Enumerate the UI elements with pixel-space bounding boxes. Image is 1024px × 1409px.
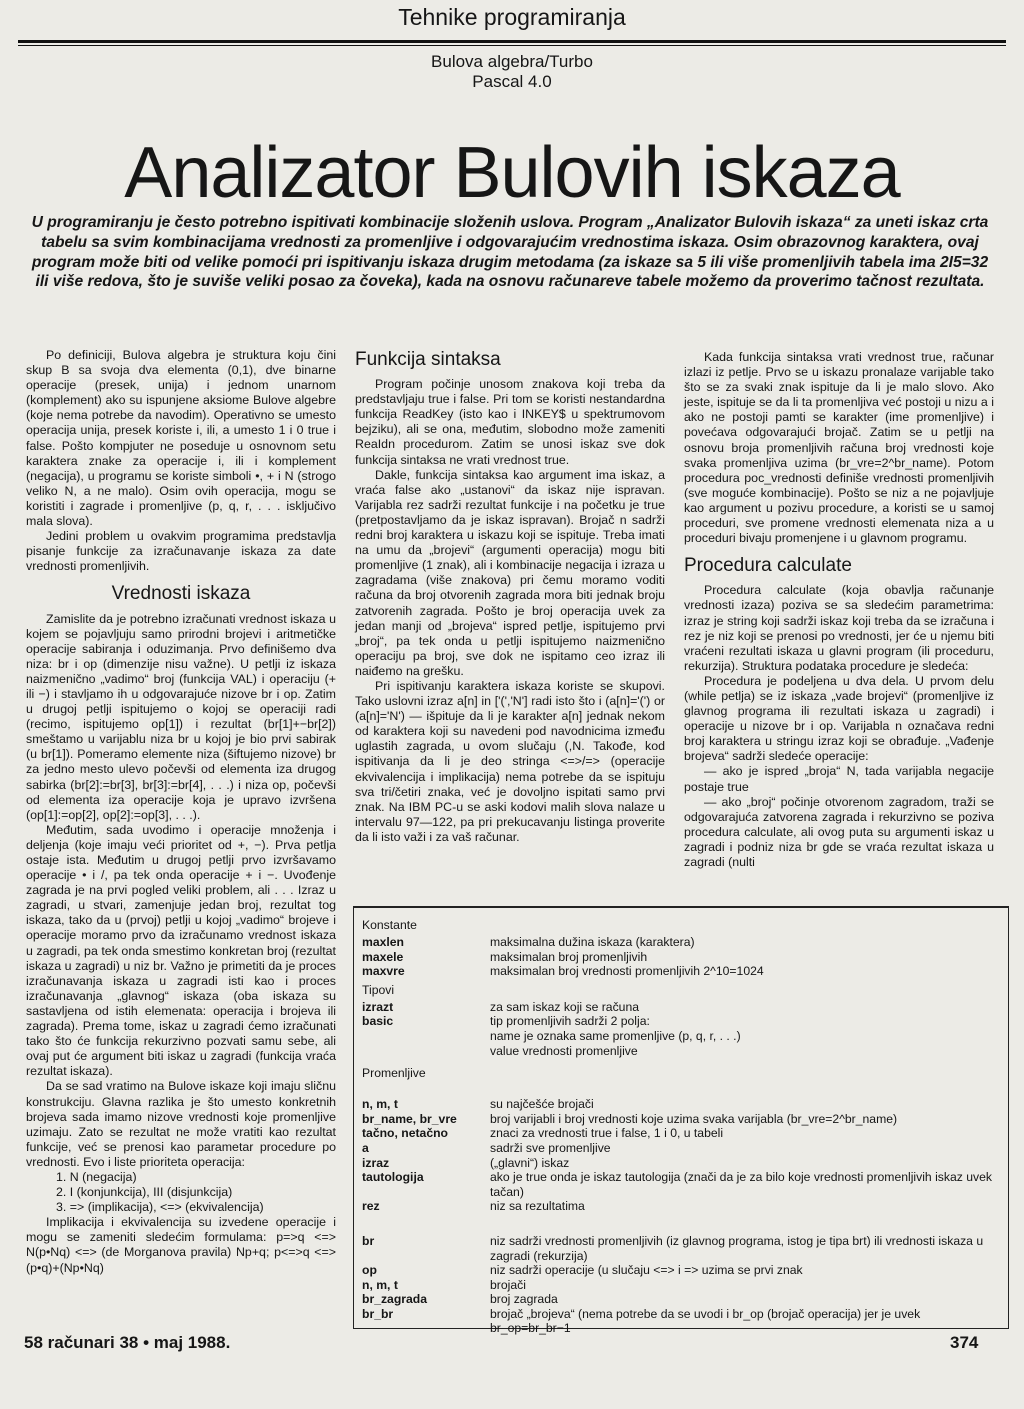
paragraph: Procedura calculate (koja obavlja računanje vrednosti izaza) poziva se sa sledećim parametrima: izraz je string koji sadrži iskaz koji treba da se izračuna i rez je niz koji se prenosi po vrednosti, jer će u njemu biti vraćeni rezultati iskaza u glavni program (ili proceduru, rekurzija). Struktura podataka procedure je sledeća: <box>684 583 994 673</box>
box-rows-tipovi <box>362 1000 1000 1058</box>
article-title: Analizator Bulovih iskaza <box>124 133 900 213</box>
heading-vrednosti: Vrednosti iskaza <box>111 583 251 605</box>
box-rows-konstante <box>362 935 1000 979</box>
table-row: a sadrži sve promenljive <box>362 1140 611 1155</box>
column-2 <box>355 349 665 845</box>
paragraph: Implikacija i ekvivalencija su izvedene operacije i mogu se zameniti sledećim formulama: p=>q <=> N(p•Nq) <=> (de Morganova pravila) Np+q; p<=>q <=> (p•q)+(Np•Nq) <box>26 1215 336 1275</box>
paragraph: Međutim, sada uvodimo i operacije množenja i deljenja (koje imaju veći prioritet od +, −). Prva petlja ostaje ista. Međutim u drugoj petlji prvo izvršavamo operacije • i /, pa tek onda operacije + i −. Uvođenje zagrada je na prvi pogled veliki problem, ali . . . Izraz u zagradi, u stvari, zamenjuje jedan broj, rezultat tog iskaza, tako da u (prvoj) petlji u kojoj „vadimo“ brojeve i operacije moramo prvo da izračunamo vrednost iskaza u zagradi, pa tek onda smestimo konkretan broj (rezultat iskaza u zagradi) u niz br. Važno je primetiti da je proces izračunavanja iskaza u zagradi isti kao i proces izračunavanja „glavnog“ iskaza (oba iskaza su sastavljena od istih elemenata: operacija i brojeva ili zagrada). Prema tome, iskaz u zagradi ćemo izračunati tako što će funkcija rekurzivno pozvati samu sebe, ali ovaj put će argument biti iskaz u zagradi (funkcija vraća rezultat iskaza). <box>26 822 336 1079</box>
paragraph: Pri ispitivanju karaktera iskaza koriste se skupovi. Tako uslovni izraz a[n] in ['(','N'] radi isto što i (a[n]='(') or (a[n]='N') — išpituje da li je karakter a[n] jednak nekom od karaktera koji su navedeni pod navodnicima između uglastih zagrada, u ovom slučaju (,N. Takođe, kod ispitivanja da li je deo stringa <=>/=> (operacije ekvivalencija i implikacija) nema potrebe da se ispituju sva tri/četiri znaka, već je dovoljno ispitati samo prvi znak. Na IBM PC-u se aski kodovi malih slova nalaze u intervalu 97—122, pa pri prekucavanju listinga proverite da li isto važi i za vaš računar. <box>355 678 665 844</box>
table-row: izrazt za sam iskaz koji se računa <box>362 999 640 1014</box>
table-row: maxele maksimalan broj promenljivih <box>362 949 648 964</box>
table-row: maxvre maksimalan broj vrednosti promenljivih 2^10=1024 <box>362 964 764 979</box>
header-rule <box>18 40 1006 43</box>
table-row: name je oznaka same promenljive (p, q, r, . . .) <box>490 1028 741 1043</box>
heading-procedura: Procedura calculate <box>684 555 852 577</box>
box-rows-procedura <box>362 1234 1000 1336</box>
table-row: br niz sadrži vrednosti promenljivih (iz glavnog programa, istog je tipa brt) ili vrednosti iskaza u zagradi (rekurzija) <box>362 1233 984 1263</box>
paragraph: Procedura je podeljena u dva dela. U prvom delu (while petlja) se iz iskaza „vade brojevi“ (promenljive iz glavnog programa ili rezultati iskaza u zagradi) i operacije u nizove br i op. Varijabla n označava redni broj karaktera u stringu izraz koji se obrađuje. „Vađenje brojeva“ sadrži sledeće operacije: <box>684 673 994 764</box>
paragraph: Da se sad vratimo na Bulove iskaze koji imaju sličnu konstrukciju. Glavna razlika je što umesto konkretnih brojeva sada imamo nizove vrednosti koje promenljive uzimaju. Zato se rezultat ne može vratiti kao rezultat funkcije, već se prenosi kao parametar procedure po vrednosti. Evo i liste prioriteta operacija: <box>26 1079 336 1169</box>
paragraph: Jedini problem u ovakvim programima predstavlja pisanje funkcije za izračunavanje iskaza za date vrednosti promenljivih. <box>26 529 336 574</box>
paragraph: — ako „broj“ počinje otvorenom zagradom, traži se odgovarajuća zatvorena zagrada i rekurzivno se poziva procedura calculate, ali ovog puta su argumenti iskaz u zagradi i podniz niza br gde se vraća rezultat iskaza u zagradi (nulti <box>684 794 994 869</box>
box-rows-promenljive <box>362 1097 1000 1214</box>
box-section-konstante: Konstante <box>362 918 417 932</box>
paragraph: Zamislite da je potrebno izračunati vrednost iskaza u kojem se pojavljuju samo prirodni brojevi i aritmetičke operacije sabiranja i oduzimanja. Prvo definišemo dva niza: br i op (dimenzije nisu važne). U petlji iz iskaza naizmenično „vadimo“ broj (funkcija VAL) i operaciju (+ ili −) i stavljamo ih u odgovarajuće nizove br i op. Zatim u drugoj petlji ispitujemo o kojoj se operaciji radi (recimo, ispitujemo op[1]) i rezultat (br[1]+−br[2]) smeštamo u varijablu niza br u kojoj je bio prvi sabirak (u br[1]). Pomeramo elemente niza (šiftujemo nizove) br za jedno mesto ulevo počevši od elementa iza drugog sabirka (br[2]:=br[3], br[3]:=br[4], . . .) i niza op, počevši od elementa iza operacije koja je upravo izvršena (op[1]:=op[2], op[2]:=op[3], . . .). <box>26 611 336 822</box>
box-section-promenljive: Promenljive <box>362 1066 426 1081</box>
lead-paragraph: U programiranju je često potrebno ispitivati kombinacije složenih uslova. Program „Analizator Bulovih iskaza“ za uneti iskaz crta tabelu sa svim kombinacijama vrednosti za promenljive i odgovarajućim vrednostima iskaza. Osim obrazovnog karaktera, ovaj program može biti od velike pomoći pri ispitivanju iskaza drugim metodama (za iskaze sa 5 ili više promenljivih tabela ima 2I5=32 ili više redova, što je suviše veliki posao za čoveka), kada na osnovu računareve tabele možemo da proverimo tačnost rezultata. <box>31 214 989 291</box>
list-item: 3. => (implikacija), <=> (ekvivalencija) <box>56 1200 264 1215</box>
footer-page-number: 374 <box>950 1333 979 1352</box>
table-row: n, m, t su najčešće brojači <box>362 1097 594 1112</box>
section-title: Tehnike programiranja <box>398 4 626 30</box>
column-1 <box>26 348 336 1276</box>
table-row: rez niz sa rezultatima <box>362 1199 585 1214</box>
paragraph: Kada funkcija sintaksa vrati vrednost true, računar izlazi iz petlje. Prvo se u iskazu pronalaze varijable tako što se za svaki znak ispituje da li je malo slovo. Ako jeste, ispituje se da li ta promenljiva već postoji u nizu a i ako ne postoji pamti se karakter (ime promenljive) i povećava odgovarajući brojač. Zatim se u petlji na osnovu broja promenljivih računa broj vrednosti koje svaka promenljiva uzima (br_vre=2^br_name). Potom procedura poc_vrednosti definiše vrednosti promenljivih (sve moguće kombinacije). Pošto se niz a ne pojavljuje kao argument u pozivu procedure, a koristi se u samoj proceduri, sve promene vrednosti elemenata niza a u proceduri bivaju promenjene i u glavnom programu. <box>684 350 994 546</box>
list-item: 1. N (negacija) <box>56 1169 137 1184</box>
table-row: basic tip promenljivih sadrži 2 polja: <box>362 1014 650 1029</box>
subtitle-line-1: Bulova algebra/Turbo <box>431 52 593 71</box>
footer-issue: 58 računari 38 • maj 1988. <box>24 1333 231 1352</box>
table-row: tautologija ako je true onda je iskaz tautologija (znači da je za bilo koje vrednosti promenljivih iskaz uvek tačan) <box>362 1170 992 1199</box>
paragraph: Po definiciji, Bulova algebra je struktura koju čini skup B sa svoja dva elementa (0,1), dve binarne operacije (presek, unija) i jednom unarnom (komplement) ako su ispunjene aksiome Bulove algebre (koje nema potrebe da navodim). Operativno se umesto operacija unija, presek koriste i, ili, a umesto 1 i 0 true i false. Pošto kompjuter ne poseduje u osnovnom setu karaktera znake za operacije i, ili i komplement (negacija), u programu se koriste simboli •, + i N (strogo veliko N, a ne malo). Osim ovih operacija, mogu se koristiti i zagrade i promenljive (p, q, r, . . . isključivo mala slova). <box>26 348 336 529</box>
subtitle <box>0 52 1024 92</box>
table-row: izraz („glavni“) iskaz <box>362 1155 570 1170</box>
column-3 <box>684 350 994 870</box>
table-row: value vrednosti promenljive <box>490 1043 638 1058</box>
heading-funkcija: Funkcija sintaksa <box>355 349 501 370</box>
box-section-tipovi: Tipovi <box>362 982 395 997</box>
paragraph: Program počinje unosom znakova koji treba da predstavljaju true i false. Pri tom se koristi nestandardna funkcija ReadKey (isto kao i INKEY$ u spektrumovom bejziku), ali se ona, međutim, slobodno može zameniti ReaIdn procedurom. Zatim se unosi iskaz sve dok funkcija sintaksa ne vrati vrednost true. <box>355 377 665 467</box>
priority-list <box>26 1170 336 1215</box>
table-row: br_br brojač „brojeva“ (nema potrebe da se uvodi i br_op (brojač operacija) jer je uvek br_op=br_br−1 <box>362 1306 921 1336</box>
paragraph: Dakle, funkcija sintaksa kao argument ima iskaz, a vraća false ako „ustanovi“ da iskaz nije ispravan. Varijabla rez sadrži rezultat funkcije i na početku je true (pretpostavljamo da je iskaz ispravan). Brojač n sadrži redni broj karaktera u iskazu koji se ispituje. Treba imati na umu da „brojevi“ (argumenti operacija) mogu biti promenljive (1 znak), ali i kombinacije negacija i izraza u zagradama (više znakova) pri čemu moramo voditi računa da broj otvorenih zagrada mora biti jednak broju zatvorenih zagrada. Pošto je broj operacija uvek za jedan manji od „brojeva“ ispred petlje, ispitujemo prvi „broj“, pa tek onda u petlji ispitujemo naizmenično operaciju pa broj, sve dok ne ispitamo ceo izraz ili naiđemo na grešku. <box>355 467 665 678</box>
subtitle-line-2: Pascal 4.0 <box>472 72 552 91</box>
header-rule-thin <box>18 45 1006 46</box>
paragraph: — ako je ispred „broja“ N, tada varijabla negacije postaje true <box>684 764 994 794</box>
table-row: maxlen maksimalna dužina iskaza (karaktera) <box>362 935 695 949</box>
variables-box <box>353 906 1009 1336</box>
table-row: br_zagrada broj zagrada <box>362 1292 558 1307</box>
table-row: n, m, t brojači <box>362 1277 526 1292</box>
table-row: op niz sadrži operacije (u slučaju <=> i => uzima se prvi znak <box>362 1263 803 1278</box>
table-row: tačno, netačno znaci za vrednosti true i false, 1 i 0, u tabeli <box>362 1126 724 1141</box>
table-row: br_name, br_vre broj varijabli i broj vrednosti koje uzima svaka varijabla (br_vre=2^br_name) <box>362 1111 898 1126</box>
list-item: 2. I (konjunkcija), III (disjunkcija) <box>56 1185 233 1200</box>
